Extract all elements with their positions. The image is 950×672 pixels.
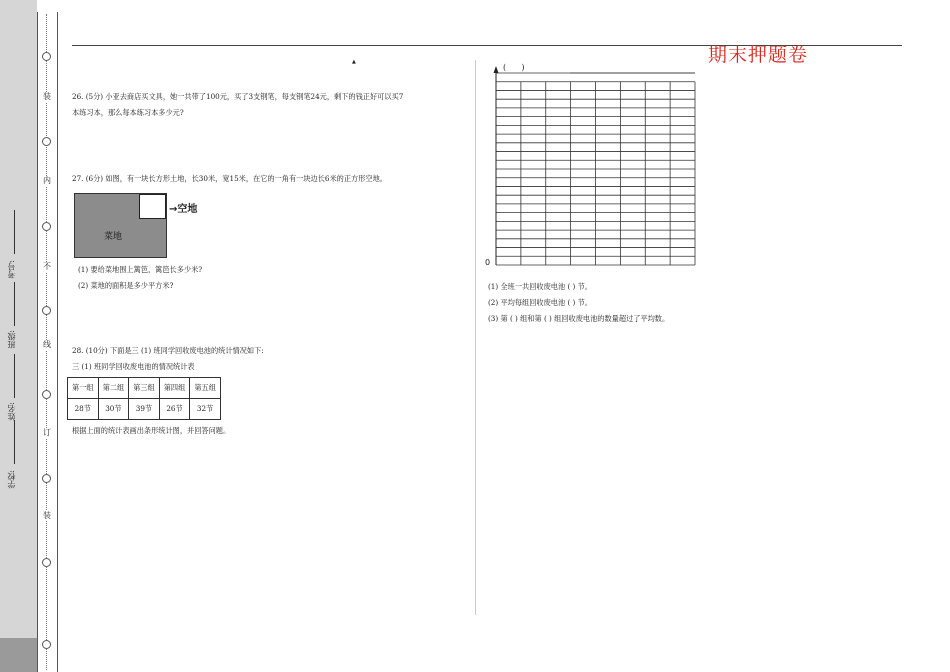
q27-sub1: (1) 要给菜地围上篱笆，篱笆长多少米? [78,265,203,274]
class-field-label: 班级: [7,330,16,349]
table-value-cell: 30节 [98,399,129,420]
table-header-cell: 第四组 [159,378,190,399]
binding-hole [42,306,51,315]
q28-instruction: 根据上面的统计表画出条形统计图，并回答问题。 [72,426,231,435]
exam-number-field-line [14,210,15,254]
chart-origin-label: 0 [485,258,491,267]
stats-table-header-row [68,378,221,399]
header-dot: ▲ [352,59,356,65]
name-field-label: 姓名: [7,402,16,421]
binding-char: 内 [43,176,51,185]
binding-hole [42,474,51,483]
binding-margin-footer [0,638,37,672]
exam-number-field-label: 考号: [7,260,16,279]
binding-char: 装 [43,511,51,520]
binding-hole [42,640,51,649]
binding-char: 订 [43,428,51,437]
table-header-cell: 第二组 [98,378,129,399]
table-header-cell: 第五组 [190,378,221,399]
stats-table-value-row [68,399,221,420]
q28-text: 28. (10分) 下面是三 (1) 班同学回收废电池的统计情况如下: [72,346,264,355]
empty-square-figure [139,194,166,219]
binding-char: 装 [43,92,51,101]
table-value-cell: 32节 [190,399,221,420]
name-field-line [14,354,15,398]
binding-char: 不 [43,262,51,271]
q28-sub3: (3) 第 ( ) 组和第 ( ) 组回收废电池的数量超过了平均数。 [488,314,670,323]
table-value-cell: 39节 [129,399,160,420]
blank-bar-chart-grid [480,60,710,275]
q28-table-title: 三 (1) 班同学回收废电池的情况统计表 [72,362,195,371]
class-field-line [14,282,15,326]
q27-text: 27. (6分) 如图，有一块长方形土地，长30米，宽15米，在它的一角有一块边长6米的正方形空地。 [72,174,387,183]
table-value-cell: 28节 [68,399,99,420]
table-header-cell: 第三组 [129,378,160,399]
binding-hole [42,558,51,567]
column-divider [475,60,476,615]
binding-hole [42,390,51,399]
vegetable-plot-label: 菜地 [104,232,123,242]
binding-hole [42,137,51,146]
paper-title: 期末押题卷 [708,44,809,66]
y-axis-arrow-icon [494,66,499,73]
table-header-cell: 第一组 [68,378,99,399]
school-field-label: 学校: [7,470,16,489]
binding-char: 线 [43,340,51,349]
binding-hole [42,222,51,231]
y-axis-unit-blank: ( ) [503,63,525,72]
q28-sub2: (2) 平均每组回收废电池 ( ) 节。 [488,298,592,307]
q26-text-line1: 26. (5分) 小亚去商店买文具，她一共带了100元，买了3支钢笔，每支钢笔24元，剩下的钱正好可以买7 [72,92,404,101]
binding-hole [42,52,51,61]
table-value-cell: 26节 [159,399,190,420]
grid-lines [496,73,695,265]
q28-sub1: (1) 全班一共回收废电池 ( ) 节。 [488,282,592,291]
stats-table [67,377,221,420]
q27-sub2: (2) 菜地的面积是多少平方米? [78,281,174,290]
school-field-line [14,420,15,464]
empty-plot-label: →空地 [169,204,198,215]
q26-text-line2: 本练习本，那么每本练习本多少元? [72,108,184,117]
